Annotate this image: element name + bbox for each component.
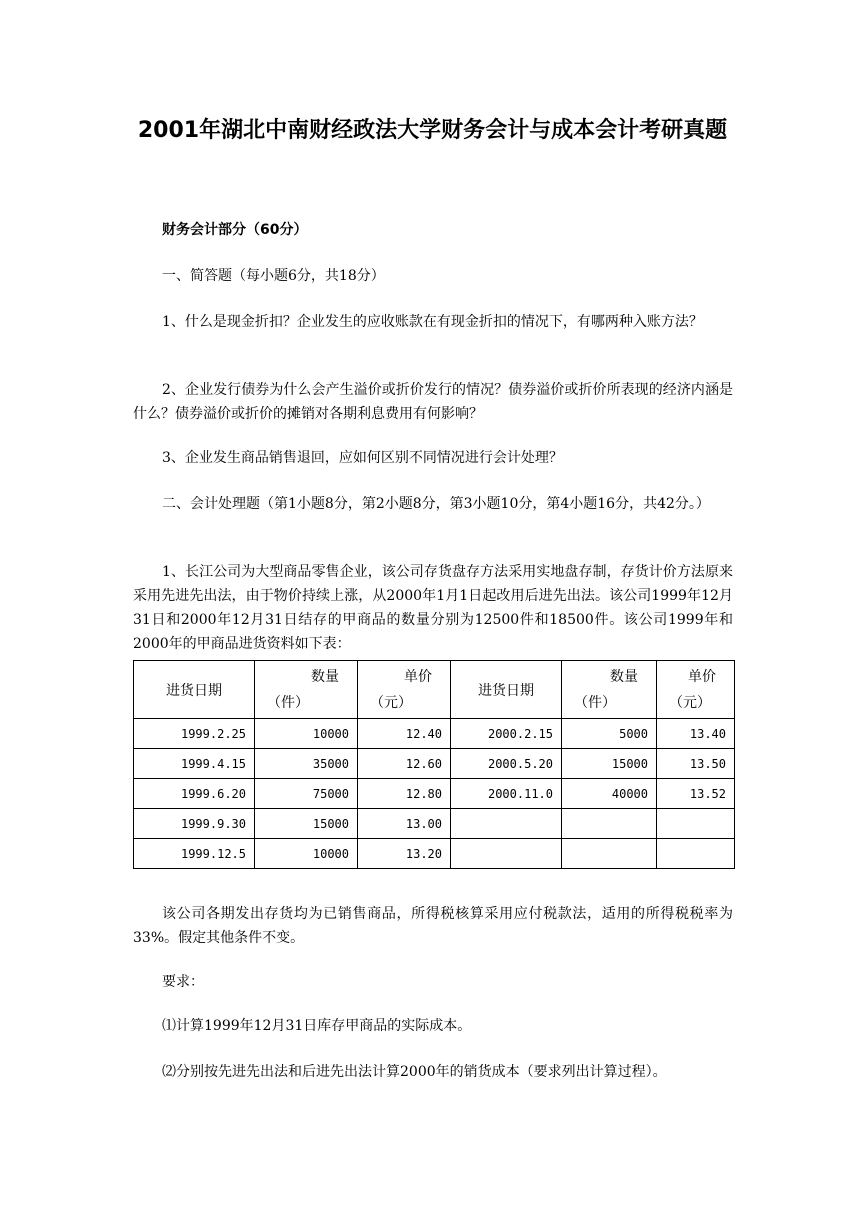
table-row	[134, 839, 735, 869]
cell-qty-1999: 35000	[255, 749, 358, 779]
cell-date-1999: 1999.9.30	[134, 809, 255, 839]
cell-qty-2000	[562, 809, 657, 839]
header-price-2-unit: （元）	[669, 694, 711, 711]
header-qty-2	[562, 661, 657, 719]
header-price-2	[657, 661, 735, 719]
cell-price-1999: 13.20	[358, 839, 451, 869]
cell-price-1999: 12.80	[358, 779, 451, 809]
cell-qty-1999: 10000	[255, 719, 358, 749]
table-row	[134, 779, 735, 809]
header-qty-2-unit: （件）	[574, 694, 616, 711]
cell-qty-1999: 10000	[255, 839, 358, 869]
table-header-row	[134, 661, 735, 719]
part2-heading: 二、会计处理题（第1小题8分，第2小题8分，第3小题10分，第4小题16分，共42分。）	[162, 496, 710, 512]
cell-date-1999: 1999.6.20	[134, 779, 255, 809]
purchase-table	[133, 660, 735, 869]
cell-date-2000: 2000.11.0	[451, 779, 562, 809]
header-price-2-label: 单价	[688, 668, 716, 685]
header-price-1	[358, 661, 451, 719]
cell-price-2000: 13.50	[657, 749, 735, 779]
cell-date-1999: 1999.12.5	[134, 839, 255, 869]
part1-question-1: 1、什么是现金折扣？企业发生的应收账款在有现金折扣的情况下，有哪两种入账方法？	[162, 314, 703, 330]
table-row	[134, 719, 735, 749]
cell-qty-2000: 5000	[562, 719, 657, 749]
requirement-2: ⑵分别按先进先出法和后进先出法计算2000年的销货成本（要求列出计算过程）。	[162, 1064, 667, 1080]
cell-qty-1999: 15000	[255, 809, 358, 839]
cell-price-2000	[657, 839, 735, 869]
part2-question-1-intro: 1、长江公司为大型商品零售企业，该公司存货盘存方法采用实地盘存制，存货计价方法原来采用先进先出法，由于物价持续上涨，从2000年1月1日起改用后进先出法。该公司1999年12月31日和2000年12月31日结存的甲商品的数量分别为12500件和18500件。该公司1999年和2000年的甲商品进货资料如下表：	[133, 564, 733, 652]
section-heading: 财务会计部分（60分）	[162, 222, 308, 238]
requirements-label: 要求：	[162, 974, 204, 990]
cell-price-1999: 13.00	[358, 809, 451, 839]
page-title: 2001年湖北中南财经政法大学财务会计与成本会计考研真题	[137, 118, 728, 143]
header-date-2: 进货日期	[451, 661, 562, 719]
cell-price-1999: 12.60	[358, 749, 451, 779]
part1-heading: 一、简答题（每小题6分，共18分）	[162, 268, 385, 284]
cell-price-2000: 13.40	[657, 719, 735, 749]
cell-date-2000	[451, 839, 562, 869]
cell-date-2000: 2000.5.20	[451, 749, 562, 779]
cell-qty-2000	[562, 839, 657, 869]
part1-question-2: 2、企业发行债券为什么会产生溢价或折价发行的情况？债券溢价或折价所表现的经济内涵是什么？债券溢价或折价的摊销对各期利息费用有何影响？	[133, 382, 733, 422]
cell-qty-2000: 40000	[562, 779, 657, 809]
after-table-text: 该公司各期发出存货均为已销售商品，所得税核算采用应付税款法，适用的所得税税率为33%。假定其他条件不变。	[133, 906, 733, 946]
cell-price-2000: 13.52	[657, 779, 735, 809]
header-date-1: 进货日期	[134, 661, 255, 719]
header-qty-1-label: 数量	[311, 668, 339, 685]
header-qty-1	[255, 661, 358, 719]
part1-question-3: 3、企业发生商品销售退回，应如何区别不同情况进行会计处理？	[162, 450, 563, 466]
header-qty-1-unit: （件）	[267, 694, 309, 711]
cell-price-2000	[657, 809, 735, 839]
cell-qty-1999: 75000	[255, 779, 358, 809]
header-qty-2-label: 数量	[610, 668, 638, 685]
cell-price-1999: 12.40	[358, 719, 451, 749]
cell-date-1999: 1999.4.15	[134, 749, 255, 779]
cell-date-1999: 1999.2.25	[134, 719, 255, 749]
header-price-1-unit: （元）	[370, 694, 412, 711]
cell-date-2000: 2000.2.15	[451, 719, 562, 749]
header-price-1-label: 单价	[404, 668, 432, 685]
cell-date-2000	[451, 809, 562, 839]
requirement-1: ⑴计算1999年12月31日库存甲商品的实际成本。	[162, 1018, 472, 1034]
cell-qty-2000: 15000	[562, 749, 657, 779]
table-row	[134, 749, 735, 779]
table-row	[134, 809, 735, 839]
